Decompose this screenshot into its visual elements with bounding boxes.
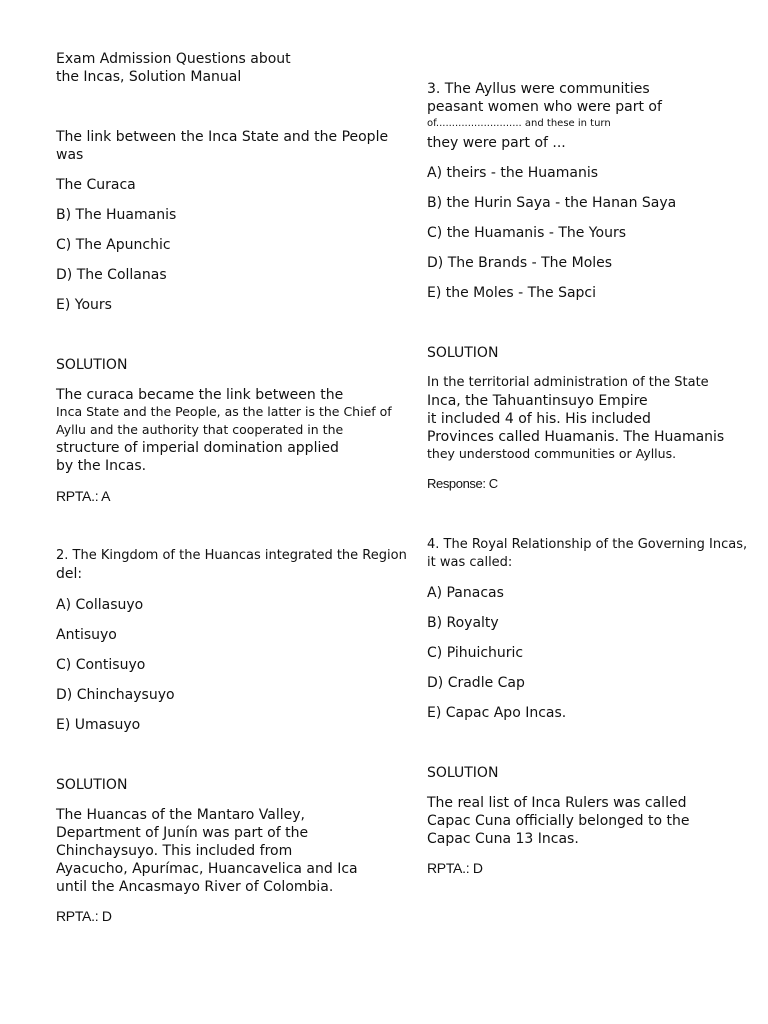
- q2-solution-line-2: Department of Junín was part of the: [56, 825, 309, 841]
- q4-answer: RPTA.: D: [427, 860, 483, 876]
- q2-question-line-2: del:: [56, 566, 83, 582]
- q1-solution-line-1: The curaca became the link between the: [56, 387, 344, 403]
- q3-solution-line-1: In the territorial administration of the State: [427, 375, 709, 390]
- q3-question-line-3: of........................... and these in turn: [427, 118, 611, 129]
- q1-solution-line-2: Inca State and the People, as the latter is the Chief of: [56, 404, 392, 419]
- q3-question-line-4: they were part of ...: [427, 135, 566, 151]
- q2-solution-label: SOLUTION: [56, 777, 128, 793]
- q4-option-a: A) Panacas: [427, 585, 504, 601]
- q2-option-d: D) Chinchaysuyo: [56, 687, 175, 703]
- q3-solution-line-2: Inca, the Tahuantinsuyo Empire: [427, 393, 648, 409]
- q3-option-e: E) the Moles - The Sapci: [427, 285, 597, 301]
- q1-solution-line-4: structure of imperial domination applied: [56, 440, 339, 456]
- document-title-line-1: Exam Admission Questions about: [56, 51, 291, 67]
- q2-option-b: Antisuyo: [56, 627, 117, 643]
- q1-solution-line-5: by the Incas.: [56, 458, 147, 474]
- q1-question-line-2: was: [56, 147, 84, 163]
- q4-question-line-1: 4. The Royal Relationship of the Governing Incas,: [427, 537, 748, 552]
- q2-solution-line-3: Chinchaysuyo. This included from: [56, 843, 293, 859]
- q2-solution-line-4: Ayacucho, Apurímac, Huancavelica and Ica: [56, 861, 358, 877]
- q1-answer: RPTA.: A: [56, 488, 111, 504]
- q3-solution-line-4: Provinces called Huamanis. The Huamanis: [427, 429, 725, 445]
- q4-option-e: E) Capac Apo Incas.: [427, 705, 567, 721]
- q4-solution-line-3: Capac Cuna 13 Incas.: [427, 831, 579, 847]
- q1-solution-line-3: Ayllu and the authority that cooperated in the: [56, 422, 344, 437]
- q2-question-line-1: 2. The Kingdom of the Huancas integrated the Region: [56, 548, 407, 563]
- q4-solution-line-2: Capac Cuna officially belonged to the: [427, 813, 690, 829]
- q4-option-b: B) Royalty: [427, 615, 499, 631]
- q3-option-a: A) theirs - the Huamanis: [427, 165, 599, 181]
- q2-solution-line-5: until the Ancasmayo River of Colombia.: [56, 879, 334, 895]
- q1-option-e: E) Yours: [56, 297, 112, 313]
- q1-solution-label: SOLUTION: [56, 357, 128, 373]
- q3-option-c: C) the Huamanis - The Yours: [427, 225, 626, 241]
- q3-answer: Response: C: [427, 476, 498, 491]
- q2-answer: RPTA.: D: [56, 908, 112, 924]
- q3-solution-label: SOLUTION: [427, 345, 499, 361]
- q4-option-d: D) Cradle Cap: [427, 675, 525, 691]
- q4-solution-label: SOLUTION: [427, 765, 499, 781]
- q1-option-b: B) The Huamanis: [56, 207, 177, 223]
- q3-question-line-2: peasant women who were part of: [427, 99, 662, 115]
- q1-option-c: C) The Apunchic: [56, 237, 171, 253]
- q3-question-line-1: 3. The Ayllus were communities: [427, 81, 650, 97]
- q1-question-line-1: The link between the Inca State and the People: [56, 129, 389, 145]
- q3-solution-line-5: they understood communities or Ayllus.: [427, 446, 677, 461]
- q1-option-a: The Curaca: [56, 177, 136, 193]
- q2-option-a: A) Collasuyo: [56, 597, 144, 613]
- document-title-line-2: the Incas, Solution Manual: [56, 69, 242, 85]
- q2-solution-line-1: The Huancas of the Mantaro Valley,: [56, 807, 305, 823]
- q3-option-b: B) the Hurin Saya - the Hanan Saya: [427, 195, 677, 211]
- q4-question-line-2: it was called:: [427, 555, 513, 570]
- q1-option-d: D) The Collanas: [56, 267, 167, 283]
- q2-option-e: E) Umasuyo: [56, 717, 141, 733]
- q2-option-c: C) Contisuyo: [56, 657, 146, 673]
- q3-solution-line-3: it included 4 of his. His included: [427, 411, 651, 427]
- q4-solution-line-1: The real list of Inca Rulers was called: [427, 795, 687, 811]
- q4-option-c: C) Pihuichuric: [427, 645, 524, 661]
- q3-option-d: D) The Brands - The Moles: [427, 255, 613, 271]
